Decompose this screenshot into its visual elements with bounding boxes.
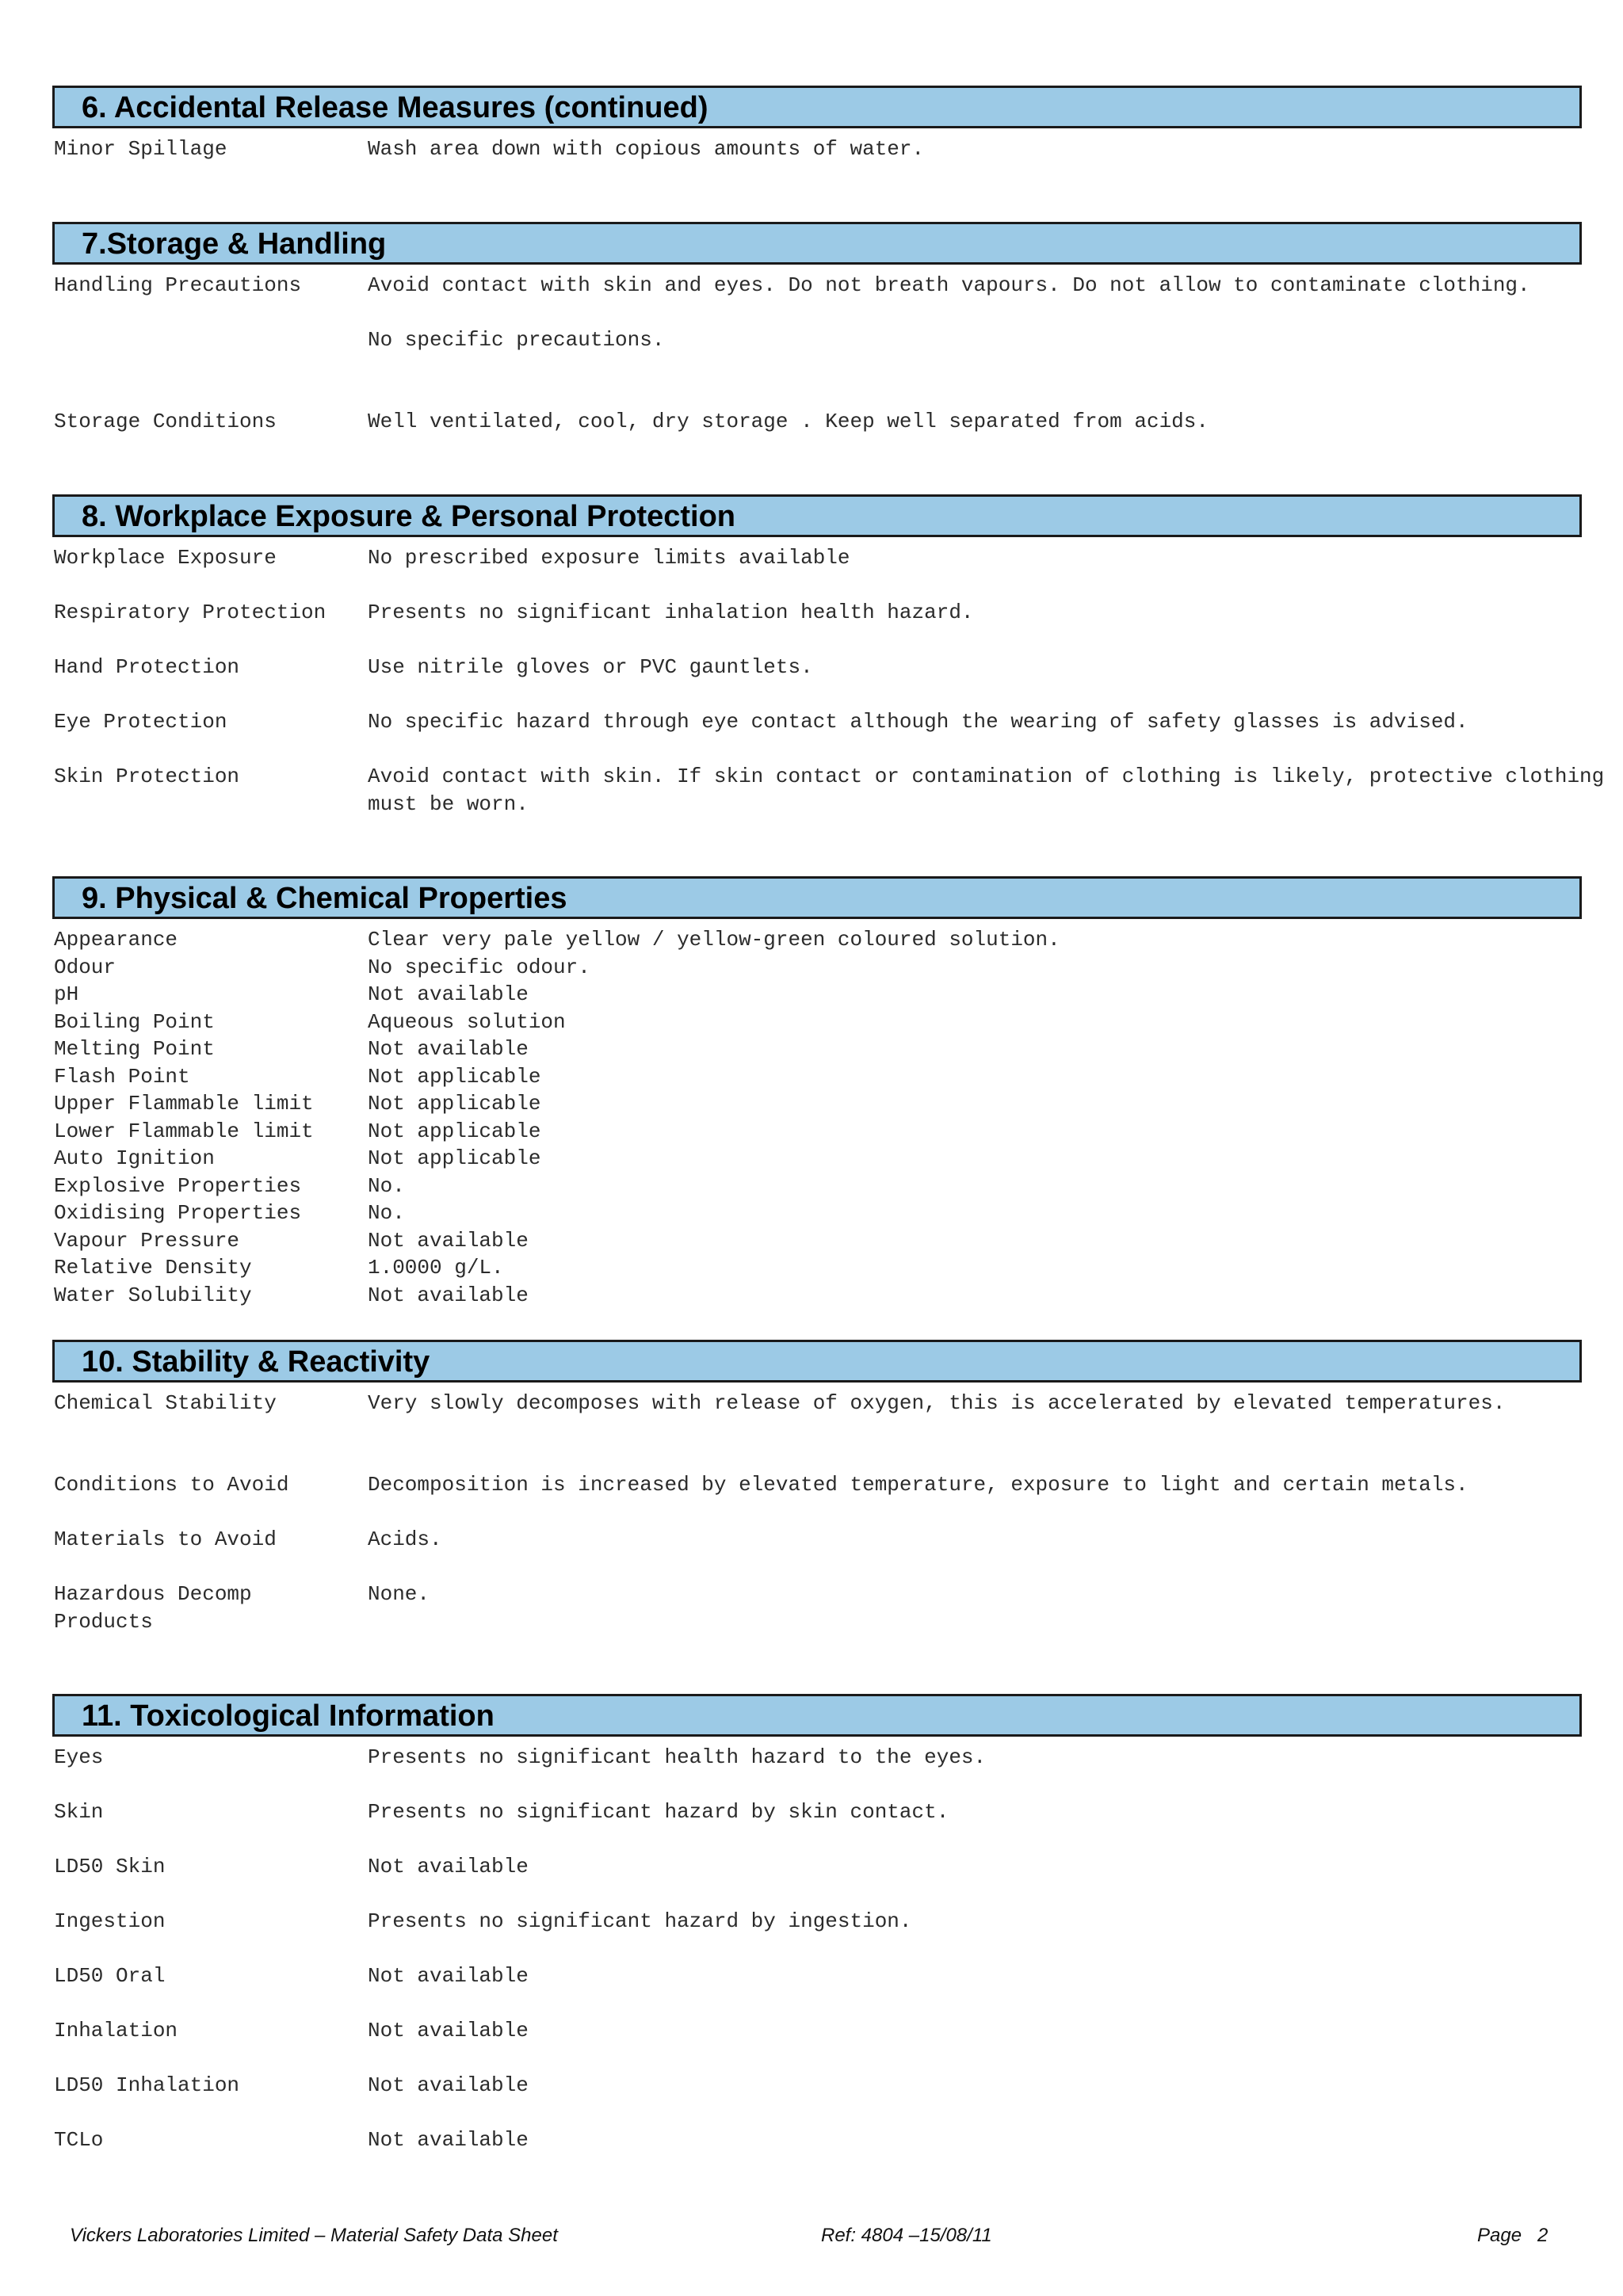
spec-value: No. xyxy=(368,1201,405,1225)
spec-label: Eye Protection xyxy=(54,710,227,734)
spec-label: Oxidising Properties xyxy=(54,1201,302,1225)
spec-value: No specific odour. xyxy=(368,955,590,979)
spec-label: Skin xyxy=(54,1800,104,1824)
spec-value: Not available xyxy=(368,982,529,1006)
spec-label: TCLo xyxy=(54,2128,104,2152)
spec-value: Aqueous solution xyxy=(368,1009,566,1034)
spec-label: Explosive Properties xyxy=(54,1173,302,1198)
spec-value: Presents no significant hazard by ingestion. xyxy=(368,1909,912,1933)
spec-label: Handling Precautions xyxy=(54,273,302,297)
spec-value: Not applicable xyxy=(368,1119,541,1143)
spec-label: Materials to Avoid xyxy=(54,1527,277,1551)
spec-label: Chemical Stability xyxy=(54,1391,277,1415)
section-11-header: 11. Toxicological Information xyxy=(52,1694,1582,1737)
spec-label: Hazardous Decomp Products xyxy=(54,1582,265,1634)
spec-label: Conditions to Avoid xyxy=(54,1473,289,1497)
spec-value: Presents no significant inhalation health hazard. xyxy=(368,601,974,624)
spec-value: Well ventilated, cool, dry storage . Keep well separated from acids. xyxy=(368,410,1209,433)
spec-value: Not available xyxy=(368,1855,529,1878)
section-8-header: 8. Workplace Exposure & Personal Protection xyxy=(52,494,1582,537)
spec-value: Presents no significant health hazard to the eyes. xyxy=(368,1745,987,1769)
spec-value: No. xyxy=(368,1173,405,1198)
spec-label: Odour xyxy=(54,955,116,979)
spec-label: Boiling Point xyxy=(54,1009,215,1034)
spec-value: Not available xyxy=(368,2128,529,2152)
spec-value: No prescribed exposure limits available xyxy=(368,546,850,570)
spec-value: Not available xyxy=(368,1228,529,1253)
spec-value: Avoid contact with skin. If skin contact or contamination of clothing is likely, protective clothing must be worn. xyxy=(368,765,1617,816)
spec-label: Inhalation xyxy=(54,2019,178,2042)
spec-value: Avoid contact with skin and eyes. Do not breath vapours. Do not allow to contaminate clothing. No specific precautions. xyxy=(368,273,1530,352)
spec-label: Relative Density xyxy=(54,1256,252,1280)
spec-label: Skin Protection xyxy=(54,765,240,788)
section-7-header: 7.Storage & Handling xyxy=(52,222,1582,265)
spec-label: Water Solubility xyxy=(54,1283,252,1307)
spec-label: LD50 Oral xyxy=(54,1964,166,1988)
spec-label: Workplace Exposure xyxy=(54,546,277,570)
spec-label: Upper Flammable limit xyxy=(54,1092,314,1116)
spec-label: pH xyxy=(54,982,79,1006)
spec-value: Not applicable xyxy=(368,1146,541,1170)
section-10-header: 10. Stability & Reactivity xyxy=(52,1340,1582,1383)
footer-ref: Ref: 4804 –15/08/11 xyxy=(821,2225,992,2246)
spec-value: Not available xyxy=(368,1037,529,1061)
spec-value: Wash area down with copious amounts of water. xyxy=(368,137,925,161)
spec-label: LD50 Inhalation xyxy=(54,2073,240,2097)
spec-value: Decomposition is increased by elevated temperature, exposure to light and certain metals. xyxy=(368,1473,1468,1497)
spec-label: Hand Protection xyxy=(54,655,240,679)
spec-value: Acids. xyxy=(368,1527,442,1551)
spec-value: Not available xyxy=(368,1964,529,1988)
footer-page-number: Page 2 xyxy=(1477,2225,1549,2246)
spec-label: Storage Conditions xyxy=(54,410,277,433)
spec-value: Not applicable xyxy=(368,1064,541,1089)
spec-label: Minor Spillage xyxy=(54,137,227,161)
spec-value: Very slowly decomposes with release of oxygen, this is accelerated by elevated temperatures. xyxy=(368,1391,1506,1415)
spec-value: Clear very pale yellow / yellow-green coloured solution. xyxy=(368,928,1060,952)
spec-label: LD50 Skin xyxy=(54,1855,166,1878)
footer-company: Vickers Laboratories Limited – Material Safety Data Sheet xyxy=(70,2225,558,2246)
spec-value: No specific hazard through eye contact although the wearing of safety glasses is advised. xyxy=(368,710,1468,734)
section-6-header: 6. Accidental Release Measures (continued) xyxy=(52,86,1582,128)
spec-label: Eyes xyxy=(54,1745,104,1769)
spec-label: Lower Flammable limit xyxy=(54,1119,314,1143)
spec-value: Not available xyxy=(368,2019,529,2042)
spec-label: Flash Point xyxy=(54,1064,190,1089)
spec-label: Vapour Pressure xyxy=(54,1228,240,1253)
spec-value: Not available xyxy=(368,2073,529,2097)
spec-label: Auto Ignition xyxy=(54,1146,215,1170)
spec-label: Melting Point xyxy=(54,1037,215,1061)
section-9-header: 9. Physical & Chemical Properties xyxy=(52,876,1582,919)
spec-value: Presents no significant hazard by skin contact. xyxy=(368,1800,949,1824)
spec-value: Not applicable xyxy=(368,1092,541,1116)
spec-value: 1.0000 g/L. xyxy=(368,1256,504,1280)
spec-value: None. xyxy=(368,1582,430,1606)
spec-label: Appearance xyxy=(54,928,178,952)
spec-label: Ingestion xyxy=(54,1909,166,1933)
spec-value: Not available xyxy=(368,1283,529,1307)
spec-value: Use nitrile gloves or PVC gauntlets. xyxy=(368,655,813,679)
spec-label: Respiratory Protection xyxy=(54,601,327,624)
